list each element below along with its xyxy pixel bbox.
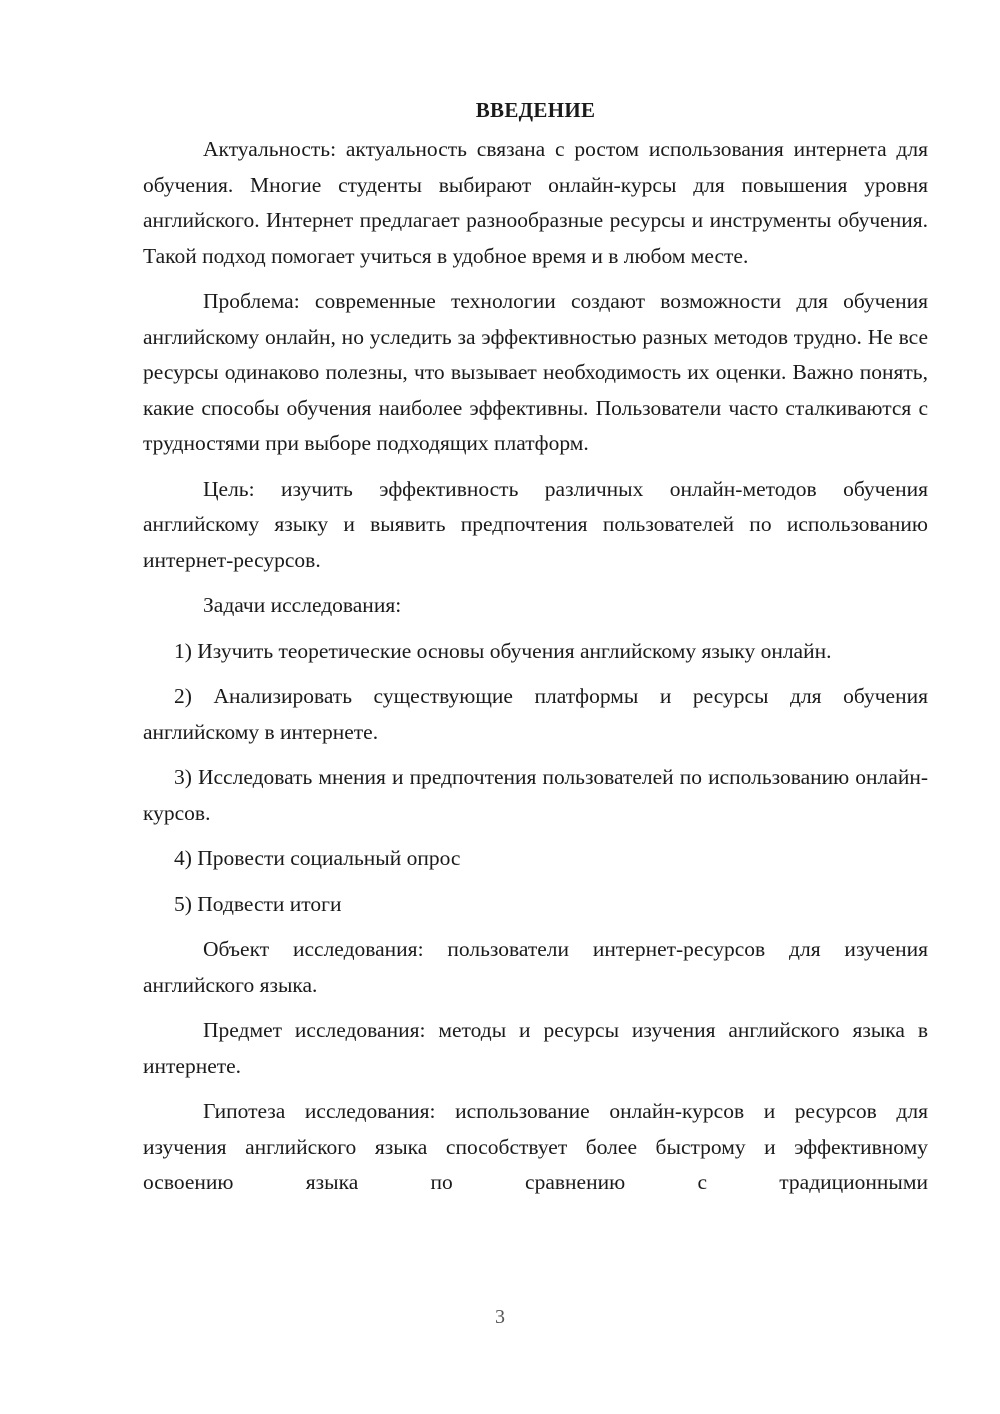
list-item: 5) Подвести итоги: [174, 891, 342, 916]
paragraph-goal: Цель: изучить эффективность различных онлайн-методов обучения английскому языку и выявить предпочтения пользователей по использованию интернет-ресурсов.: [143, 476, 928, 572]
paragraph-object: Объект исследования: пользователи интернет-ресурсов для изучения английского языка.: [143, 937, 928, 997]
paragraph-subject: Предмет исследования: методы и ресурсы изучения английского языка в интернете.: [143, 1018, 928, 1078]
page-title: ВВЕДЕНИЕ: [475, 98, 596, 122]
paragraph-hypothesis: Гипотеза исследования: использование онлайн-курсов и ресурсов для изучения английского языка способствует более быстрому и эффективному освоению языка по сравнению с традиционными: [143, 1099, 928, 1194]
page-number: 3: [495, 1306, 505, 1328]
tasks-list: [143, 634, 928, 923]
list-item: 1) Изучить теоретические основы обучения английскому языку онлайн.: [174, 638, 832, 663]
list-item: 2) Анализировать существующие платформы и ресурсы для обучения английскому в интернете.: [143, 684, 928, 744]
document-page: [143, 93, 928, 1201]
paragraph-relevance: Актуальность: актуальность связана с ростом использования интернета для обучения. Многие студенты выбирают онлайн-курсы для повышения уровня английского. Интернет предлагает разнообразные ресурсы и инструменты обучения. Такой подход помогает учиться в удобное время и в любом месте.: [143, 137, 928, 268]
list-item: 3) Исследовать мнения и предпочтения пользователей по использованию онлайн-курсов.: [143, 765, 928, 825]
list-item: 4) Провести социальный опрос: [174, 846, 461, 870]
paragraph-tasks-title: Задачи исследования:: [203, 593, 402, 617]
paragraph-problem: Проблема: современные технологии создают возможности для обучения английскому онлайн, но уследить за эффективностью разных методов трудно. Не все ресурсы одинаково полезны, что вызывает необходимость их оценки. Важно понять, какие способы обучения наиболее эффективны. Пользователи часто сталкиваются с трудностями при выборе подходящих платформ.: [143, 289, 928, 455]
